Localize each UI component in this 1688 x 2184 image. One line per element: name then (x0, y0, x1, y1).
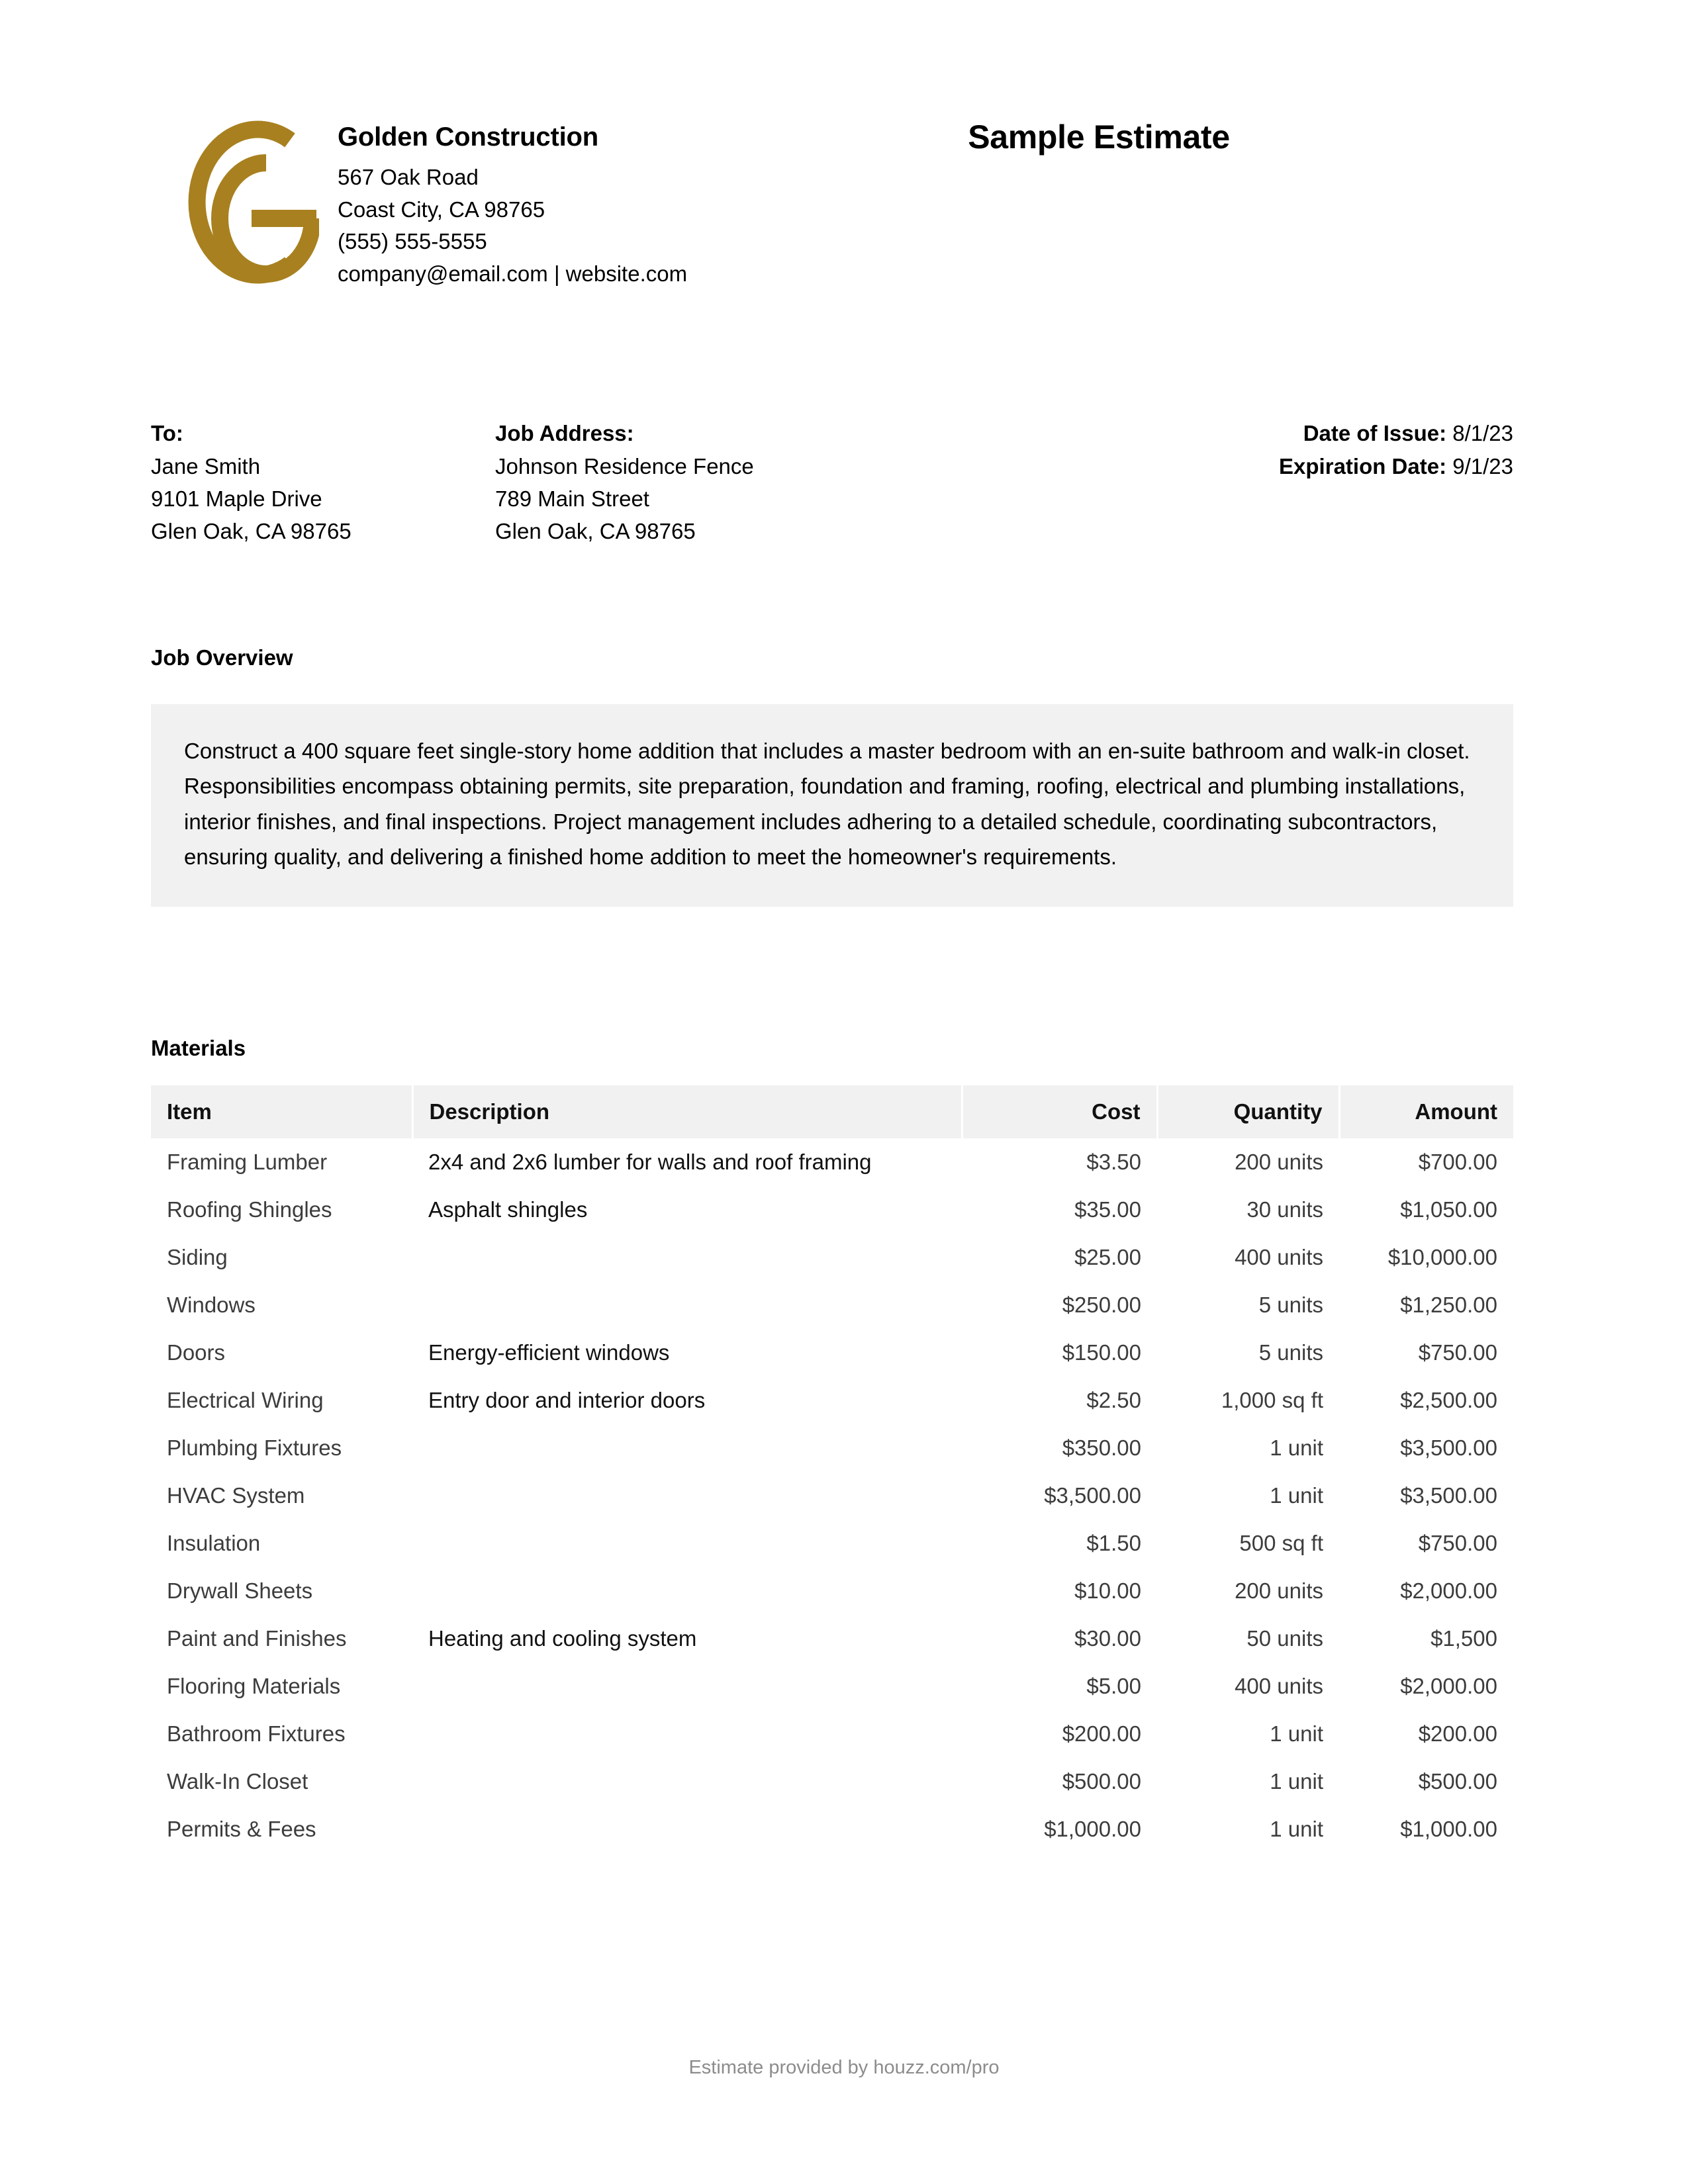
cell-amount: $200.00 (1418, 1721, 1497, 1746)
job-address-block (495, 417, 1055, 548)
cell-item: Siding (167, 1245, 228, 1269)
cell-amount: $2,000.00 (1400, 1578, 1497, 1603)
cell-item: Roofing Shingles (167, 1197, 332, 1222)
bill-to-city: Glen Oak, CA 98765 (151, 519, 352, 544)
cell-quantity: 200 units (1235, 1150, 1323, 1174)
cell-amount: $700.00 (1418, 1150, 1497, 1174)
table-row (151, 1234, 1513, 1281)
bill-to-name: Jane Smith (151, 454, 261, 479)
company-name: Golden Construction (338, 122, 598, 152)
cell-description (412, 1424, 962, 1472)
cell-description: Entry door and interior doors (428, 1388, 706, 1412)
cell-cost: $30.00 (1074, 1626, 1141, 1651)
cell-item: Walk-In Closet (167, 1769, 308, 1794)
cell-cost: $5.00 (1086, 1674, 1141, 1698)
cell-description (412, 1281, 962, 1329)
company-address-line-1: 567 Oak Road (338, 165, 479, 190)
cell-description (412, 1234, 962, 1281)
cell-item: HVAC System (167, 1483, 305, 1508)
date-of-issue-row (1055, 417, 1513, 450)
cell-description: Asphalt shingles (428, 1197, 588, 1222)
materials-table (151, 1085, 1513, 1853)
cell-quantity: 1 unit (1270, 1817, 1323, 1841)
cell-cost: $1,000.00 (1044, 1817, 1141, 1841)
cell-quantity: 500 sq ft (1239, 1531, 1323, 1555)
footer-attribution: Estimate provided by houzz.com/pro (688, 2057, 1000, 2078)
bill-to-block (151, 417, 495, 548)
cell-quantity: 400 units (1235, 1674, 1323, 1698)
cell-description (412, 1710, 962, 1758)
cell-description: Energy-efficient windows (428, 1340, 670, 1365)
dates-block (1055, 417, 1513, 548)
cell-item: Permits & Fees (167, 1817, 316, 1841)
cell-item: Flooring Materials (167, 1674, 341, 1698)
column-header-quantity: Quantity (1157, 1085, 1339, 1138)
table-row (151, 1424, 1513, 1472)
cell-item: Drywall Sheets (167, 1578, 313, 1603)
job-address-heading: Job Address: (495, 421, 634, 445)
cell-amount: $500.00 (1418, 1769, 1497, 1794)
expiration-date-label: Expiration Date: (1279, 454, 1447, 479)
cell-description (412, 1805, 962, 1853)
parties-section (151, 417, 1513, 548)
cell-cost: $3.50 (1086, 1150, 1141, 1174)
materials-table-header (151, 1085, 1513, 1138)
table-row (151, 1138, 1513, 1186)
cell-quantity: 400 units (1235, 1245, 1323, 1269)
document-footer (0, 2057, 1688, 2079)
column-header-description: Description (412, 1085, 962, 1138)
cell-quantity: 1,000 sq ft (1221, 1388, 1323, 1412)
document-header (151, 106, 1537, 293)
cell-cost: $2.50 (1086, 1388, 1141, 1412)
table-row (151, 1710, 1513, 1758)
cell-amount: $3,500.00 (1400, 1483, 1497, 1508)
cell-cost: $150.00 (1062, 1340, 1141, 1365)
date-of-issue-value: 8/1/23 (1452, 421, 1513, 445)
cell-cost: $250.00 (1062, 1293, 1141, 1317)
cell-description: 2x4 and 2x6 lumber for walls and roof framing (428, 1150, 872, 1174)
column-header-cost: Cost (962, 1085, 1157, 1138)
expiration-date-value: 9/1/23 (1452, 454, 1513, 479)
cell-cost: $350.00 (1062, 1435, 1141, 1460)
cell-amount: $2,000.00 (1400, 1674, 1497, 1698)
table-row (151, 1805, 1513, 1853)
job-address-street: 789 Main Street (495, 486, 649, 512)
cell-quantity: 1 unit (1270, 1721, 1323, 1746)
cell-item: Electrical Wiring (167, 1388, 324, 1412)
job-address-city: Glen Oak, CA 98765 (495, 519, 696, 544)
cell-amount: $2,500.00 (1400, 1388, 1497, 1412)
cell-amount: $1,250.00 (1400, 1293, 1497, 1317)
table-row (151, 1329, 1513, 1377)
table-row (151, 1567, 1513, 1615)
cell-cost: $10.00 (1074, 1578, 1141, 1603)
cell-item: Insulation (167, 1531, 261, 1555)
cell-cost: $200.00 (1062, 1721, 1141, 1746)
cell-description (412, 1472, 962, 1520)
page-title: Sample Estimate (968, 118, 1230, 156)
cell-cost: $3,500.00 (1044, 1483, 1141, 1508)
cell-amount: $1,500 (1430, 1626, 1497, 1651)
materials-table-body (151, 1138, 1513, 1853)
table-row (151, 1186, 1513, 1234)
cell-cost: $1.50 (1086, 1531, 1141, 1555)
cell-quantity: 1 unit (1270, 1435, 1323, 1460)
table-header-row (151, 1085, 1513, 1138)
job-overview-text: Construct a 400 square feet single-story home addition that includes a master bedroom with an en-suite bathroom and walk-in closet. Responsibilities encompass obtaining permits, site preparation, foundation and framing, roofing, electrical and plumbing installations, interior finishes, and final inspections. Project management includes adhering to a detailed schedule, coordinating subcontractors, ensuring quality, and delivering a finished home addition to meet the homeowner's requirements. (184, 739, 1470, 870)
company-address-line-2: Coast City, CA 98765 (338, 197, 545, 222)
cell-cost: $500.00 (1062, 1769, 1141, 1794)
cell-amount: $1,000.00 (1400, 1817, 1497, 1841)
job-overview-heading: Job Overview (151, 645, 293, 670)
cell-description: Heating and cooling system (428, 1626, 697, 1651)
cell-item: Framing Lumber (167, 1150, 328, 1174)
cell-item: Paint and Finishes (167, 1626, 347, 1651)
bill-to-street: 9101 Maple Drive (151, 486, 322, 512)
cell-quantity: 5 units (1258, 1293, 1323, 1317)
cell-quantity: 5 units (1258, 1340, 1323, 1365)
table-row (151, 1758, 1513, 1805)
table-row (151, 1615, 1513, 1662)
column-header-item: Item (151, 1085, 412, 1138)
cell-item: Doors (167, 1340, 226, 1365)
cell-quantity: 1 unit (1270, 1483, 1323, 1508)
document-title-container (687, 106, 1537, 156)
cell-item: Bathroom Fixtures (167, 1721, 346, 1746)
golden-g-monogram-icon (160, 111, 319, 293)
cell-description (412, 1567, 962, 1615)
cell-quantity: 1 unit (1270, 1769, 1323, 1794)
job-address-name: Johnson Residence Fence (495, 454, 754, 479)
expiration-date-row (1055, 450, 1513, 483)
cell-amount: $10,000.00 (1387, 1245, 1497, 1269)
cell-quantity: 30 units (1246, 1197, 1323, 1222)
cell-description (412, 1758, 962, 1805)
company-phone: (555) 555-5555 (338, 229, 487, 254)
materials-heading: Materials (151, 1036, 246, 1060)
company-logo (151, 106, 328, 293)
cell-cost: $35.00 (1074, 1197, 1141, 1222)
date-of-issue-label: Date of Issue: (1303, 421, 1447, 445)
table-row (151, 1377, 1513, 1424)
company-contact: company@email.com | website.com (338, 261, 688, 286)
cell-amount: $750.00 (1418, 1340, 1497, 1365)
cell-amount: $1,050.00 (1400, 1197, 1497, 1222)
cell-quantity: 200 units (1235, 1578, 1323, 1603)
cell-amount: $750.00 (1418, 1531, 1497, 1555)
table-row (151, 1281, 1513, 1329)
cell-description (412, 1662, 962, 1710)
table-row (151, 1662, 1513, 1710)
column-header-amount: Amount (1339, 1085, 1513, 1138)
cell-cost: $25.00 (1074, 1245, 1141, 1269)
cell-amount: $3,500.00 (1400, 1435, 1497, 1460)
cell-quantity: 50 units (1246, 1626, 1323, 1651)
table-row (151, 1472, 1513, 1520)
bill-to-heading: To: (151, 421, 183, 445)
job-overview-box (151, 704, 1513, 907)
cell-item: Plumbing Fixtures (167, 1435, 342, 1460)
company-info (328, 106, 687, 290)
table-row (151, 1520, 1513, 1567)
cell-item: Windows (167, 1293, 256, 1317)
cell-description (412, 1520, 962, 1567)
